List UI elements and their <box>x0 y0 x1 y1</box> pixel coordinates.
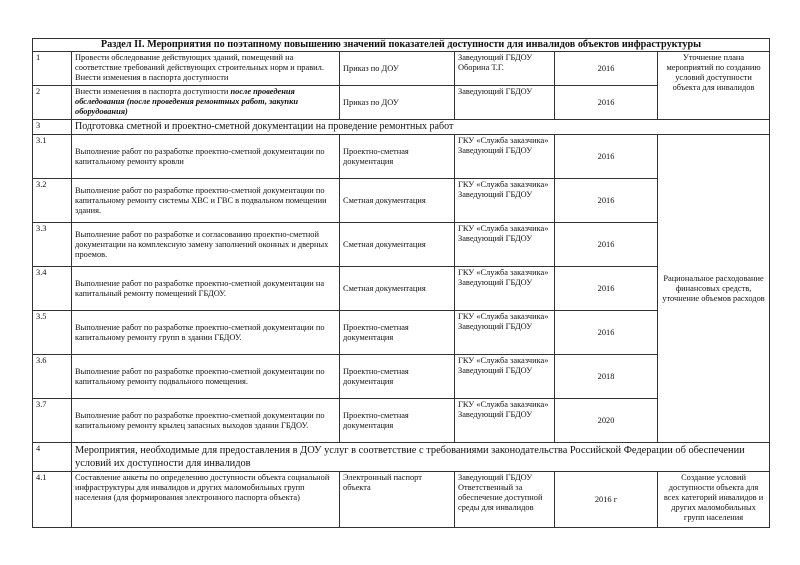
row-number: 3 <box>33 120 72 135</box>
section-row <box>33 443 770 472</box>
document-cell: Проектно-сметная документация <box>340 399 455 443</box>
action-cell: Выполнение работ по разработке проектно-сметной документации по капитальному ремонту системы ХВС и ГВС в подвальном помещении здания. <box>72 179 340 223</box>
year-cell: 2016 <box>555 135 658 179</box>
row-number: 3.6 <box>33 355 72 399</box>
row-number: 2 <box>33 86 72 120</box>
row-number: 3.2 <box>33 179 72 223</box>
year-cell: 2016 <box>555 179 658 223</box>
result-cell: Создание условий доступности объекта для всех категорий инвалидов и других маломобильных групп населения <box>658 472 770 528</box>
responsible-cell: Заведующий ГБДОУ Ответственный за обеспечение доступной среды для инвалидов <box>455 472 555 528</box>
year-cell: 2016 <box>555 52 658 86</box>
action-cell: Выполнение работ по разработке проектно-сметной документации по капитальному ремонту групп в здании ГБДОУ. <box>72 311 340 355</box>
action-cell: Выполнение работ по разработке и согласованию проектно-сметной документации на комплексную замену заполнений оконных и дверных проемов. <box>72 223 340 267</box>
action-cell: Составление анкеты по определению доступности объекта социальной инфраструктуры для инвалидов и других маломобильных групп населения (для формирования электронного паспорта объекта) <box>72 472 340 528</box>
document-cell: Проектно-сметная документация <box>340 135 455 179</box>
section-title: Раздел II. Мероприятия по поэтапному повышению значений показателей доступности для инвалидов объектов инфраструктуры <box>33 39 770 52</box>
section-row <box>33 120 770 135</box>
table-row <box>33 52 770 86</box>
responsible-cell: ГКУ «Служба заказчика» Заведующий ГБДОУ <box>455 135 555 179</box>
result-cell: Рациональное расходование финансовых средств, уточнение объемов расходов <box>658 135 770 443</box>
document-cell: Проектно-сметная документация <box>340 311 455 355</box>
action-cell: Выполнение работ по разработке проектно-сметной документации по капитальному ремонту крылец запасных выходов здании ГБДОУ. <box>72 399 340 443</box>
row-number: 3.3 <box>33 223 72 267</box>
action-cell: Выполнение работ по разработке проектно-сметной документации по капитальному ремонту кровли <box>72 135 340 179</box>
year-cell: 2016 <box>555 223 658 267</box>
action-emphasis: после проведения обследования (после проведения ремонтных работ, закупки оборудования) <box>75 87 298 116</box>
section-title: Подготовка сметной и проектно-сметной документации на проведение ремонтных работ <box>72 120 770 135</box>
year-cell: 2016 <box>555 267 658 311</box>
year-cell: 2018 <box>555 355 658 399</box>
action-text: Внести изменения в паспорта доступности <box>75 87 231 96</box>
year-cell: 2016 г <box>555 472 658 528</box>
row-number: 3.1 <box>33 135 72 179</box>
section-header-row <box>33 39 770 52</box>
responsible-cell: ГКУ «Служба заказчика» Заведующий ГБДОУ <box>455 179 555 223</box>
row-number: 3.7 <box>33 399 72 443</box>
year-cell: 2020 <box>555 399 658 443</box>
document-cell: Сметная документация <box>340 223 455 267</box>
row-number: 4.1 <box>33 472 72 528</box>
responsible-cell: ГКУ «Служба заказчика» Заведующий ГБДОУ <box>455 399 555 443</box>
action-cell: Провести обследование действующих зданий, помещений на соответствие требований действующих строительных норм и правил. Внести изменения в паспорта доступности <box>72 52 340 86</box>
document-cell: Проектно-сметная документация <box>340 355 455 399</box>
row-number: 3.4 <box>33 267 72 311</box>
document-cell: Электронный паспорт объекта <box>340 472 455 528</box>
action-cell: Выполнение работ по разработке проектно-сметной документации на капитальный ремонту помещений ГБДОУ. <box>72 267 340 311</box>
action-cell <box>72 86 340 120</box>
section-title: Мероприятия, необходимые для предоставления в ДОУ услуг в соответствие с требованиями законодательства Российской Федерации об обеспечении условий их доступности для инвалидов <box>72 443 770 472</box>
result-cell: Уточнение плана мероприятий по созданию условий доступности объекта для инвалидов <box>658 52 770 120</box>
table-row <box>33 135 770 179</box>
row-number: 3.5 <box>33 311 72 355</box>
action-cell: Выполнение работ по разработке проектно-сметной документации по капитальному ремонту подвального помещения. <box>72 355 340 399</box>
document-cell: Приказ по ДОУ <box>340 86 455 120</box>
responsible-cell: ГКУ «Служба заказчика» Заведующий ГБДОУ <box>455 355 555 399</box>
year-cell: 2016 <box>555 311 658 355</box>
accessibility-measures-table <box>32 38 770 528</box>
document-cell: Сметная документация <box>340 179 455 223</box>
table-row <box>33 472 770 528</box>
document-cell: Сметная документация <box>340 267 455 311</box>
responsible-cell: Заведующий ГБДОУ <box>455 86 555 120</box>
row-number: 1 <box>33 52 72 86</box>
responsible-cell: ГКУ «Служба заказчика» Заведующий ГБДОУ <box>455 311 555 355</box>
responsible-cell: Заведующий ГБДОУ Оборина Т.Г. <box>455 52 555 86</box>
year-cell: 2016 <box>555 86 658 120</box>
responsible-cell: ГКУ «Служба заказчика» Заведующий ГБДОУ <box>455 223 555 267</box>
responsible-cell: ГКУ «Служба заказчика» Заведующий ГБДОУ <box>455 267 555 311</box>
row-number: 4 <box>33 443 72 472</box>
document-cell: Приказ по ДОУ <box>340 52 455 86</box>
